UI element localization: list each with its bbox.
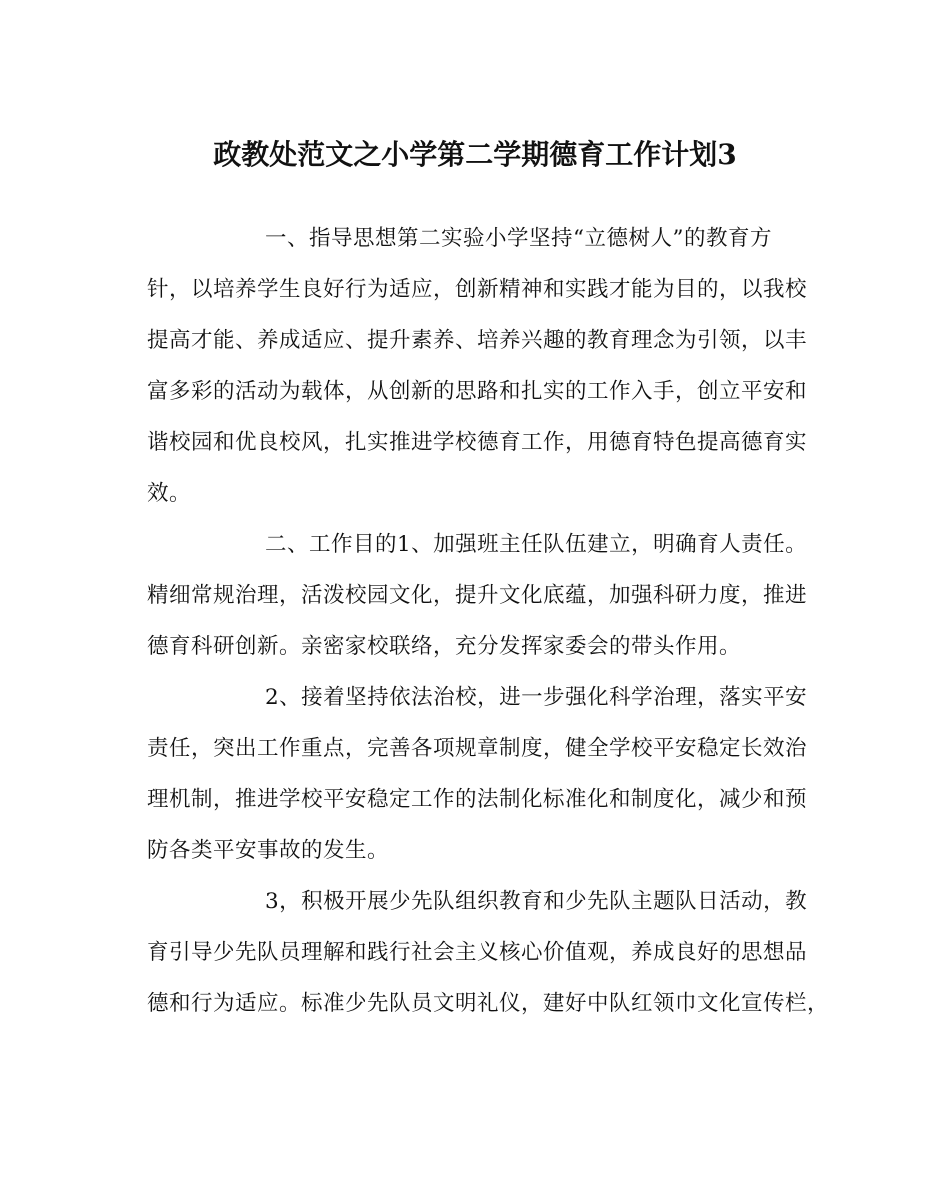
paragraph-line: 二、工作目的1、加强班主任队伍建立，明确育人责任。	[265, 532, 808, 557]
paragraph-line: 德和行为适应。标准少先队员文明礼仪，建好中队红领巾文化宣传栏，	[147, 991, 830, 1016]
paragraph-line: 精细常规治理，活泼校园文化，提升文化底蕴，加强科研力度，推进	[147, 583, 808, 608]
paragraph-line: 一、指导思想第二实验小学坚持“立德树人”的教育方	[265, 226, 772, 251]
document-title: 政教处范文之小学第二学期德育工作计划3	[213, 138, 737, 171]
paragraph-line: 针，以培养学生良好行为适应，创新精神和实践才能为目的，以我校	[147, 277, 808, 302]
paragraph-line: 谐校园和优良校风，扎实推进学校德育工作，用德育特色提高德育实	[147, 430, 808, 455]
paragraph-line: 育引导少先队员理解和践行社会主义核心价值观，养成良好的思想品	[147, 940, 808, 965]
paragraph-line: 效。	[147, 481, 192, 506]
paragraph-line: 德育科研创新。亲密家校联络，充分发挥家委会的带头作用。	[147, 634, 742, 659]
paragraph-line: 富多彩的活动为载体，从创新的思路和扎实的工作入手，创立平安和	[147, 379, 808, 404]
paragraph-line: 防各类平安事故的发生。	[147, 838, 390, 863]
paragraph-line: 3，积极开展少先队组织教育和少先队主题队日活动，教	[265, 889, 808, 914]
paragraph-line: 2、接着坚持依法治校，进一步强化科学治理，落实平安	[265, 685, 808, 710]
paragraph-line: 理机制，推进学校平安稳定工作的法制化标准化和制度化，减少和预	[147, 787, 808, 812]
paragraph-line: 责任，突出工作重点，完善各项规章制度，健全学校平安稳定长效治	[147, 736, 808, 761]
paragraph-line: 提高才能、养成适应、提升素养、培养兴趣的教育理念为引领，以丰	[147, 328, 808, 353]
